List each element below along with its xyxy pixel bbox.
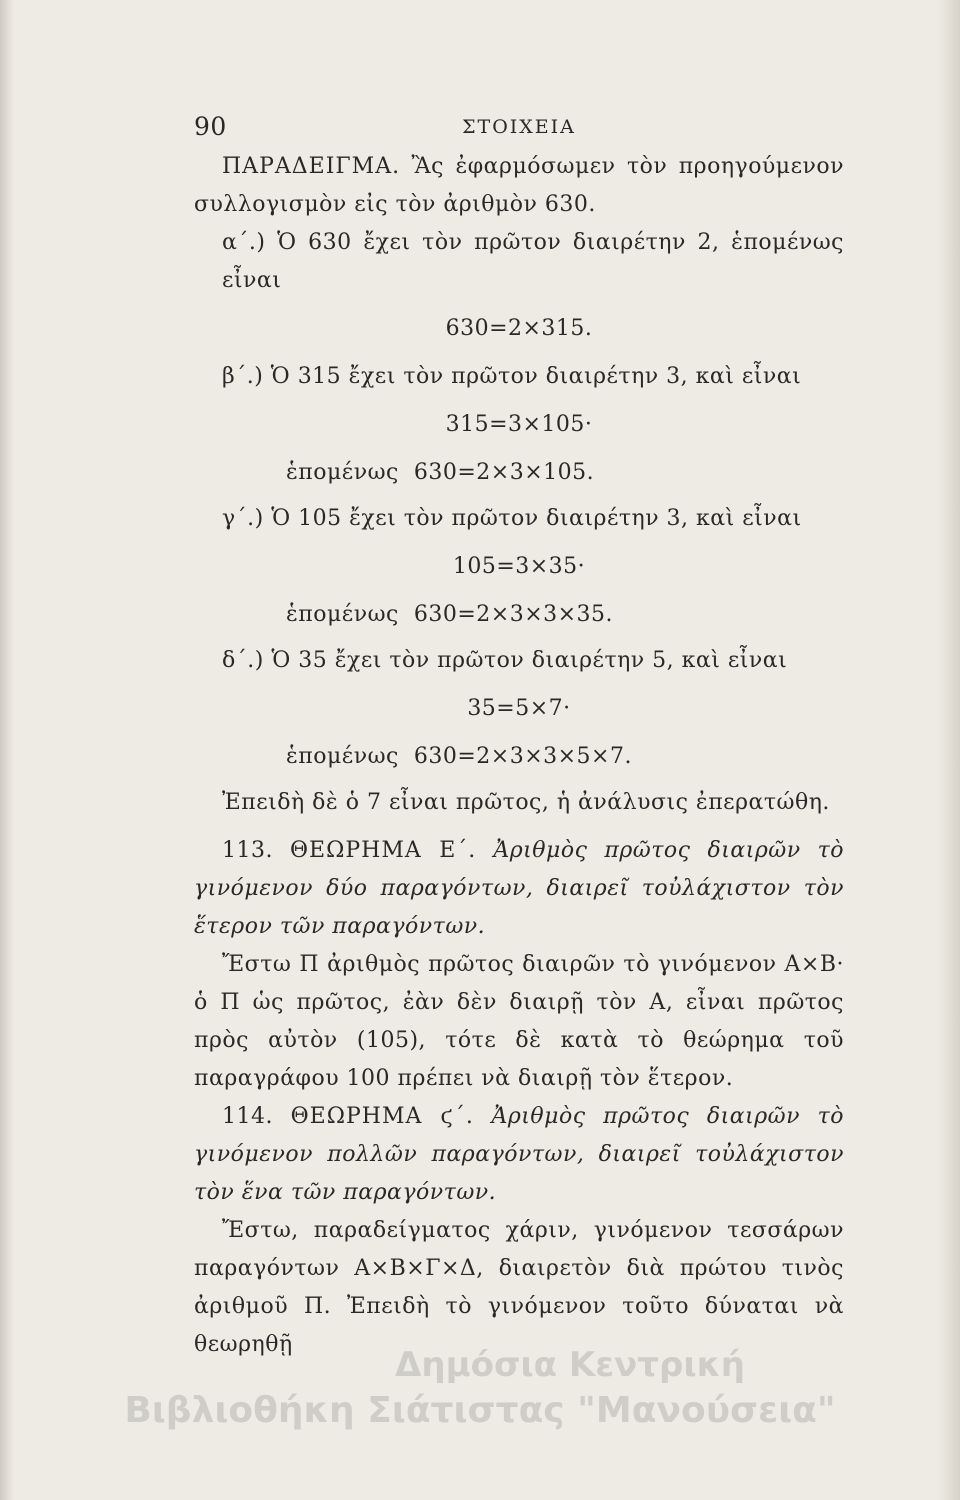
page-number: 90 — [194, 112, 227, 141]
running-head: ΣΤΟΙΧΕΙΑ — [462, 116, 576, 138]
equation-d2-formula: 630=2×3×3×5×7. — [413, 744, 632, 769]
equation-b2 — [194, 454, 844, 492]
page-header — [194, 108, 844, 148]
library-watermark-line2: Βιβλιοθήκη Σιάτιστας "Μανούσεια" — [124, 1390, 836, 1431]
library-watermark-line1: Δημόσια Κεντρική — [395, 1345, 745, 1385]
theorem-113-proof: Ἔστω Π ἀριθμὸς πρῶτος διαιρῶν τὸ γινόμενον Α×Β· ὁ Π ὡς πρῶτος, ἐὰν δὲν διαιρῇ τὸν Α, εἶναι πρῶτος πρὸς αὐτὸν (105), τότε δὲ κατὰ τὸ θεώρημα τοῦ παραγράφου 100 πρέπει νὰ διαιρῇ τὸν ἕτερον. — [194, 952, 844, 1091]
theorem-113-title: ΘΕΩΡΗΜΑ Ε΄. — [290, 838, 477, 863]
page-text-block — [194, 108, 844, 1364]
page-edge-left — [0, 0, 14, 1500]
example-conclusion: Ἐπειδὴ δὲ ὁ 7 εἶναι πρῶτος, ἡ ἀνάλυσις ἐπερατώθη. — [222, 790, 830, 815]
equation-a: 630=2×315. — [445, 316, 593, 341]
equation-c2 — [194, 596, 844, 634]
example-paragraph — [194, 148, 844, 224]
equation-c2-prefix: ἑπομένως — [286, 602, 399, 627]
theorem-113-text: Ἀριθμὸς πρῶτος διαιρῶν τὸ γινόμενον δύο παραγόντων, διαιρεῖ τοὐλάχιστον τὸν ἕτερον τῶν παραγόντων. — [194, 838, 844, 939]
equation-b: 315=3×105· — [445, 412, 593, 437]
theorem-114-statement — [194, 1098, 844, 1212]
theorem-114-title: ΘΕΩΡΗΜΑ ϛ΄. — [290, 1104, 474, 1129]
step-a: α΄.) Ὁ 630 ἔχει τὸν πρῶτον διαιρέτην 2, ἑπομένως εἶναι — [222, 230, 844, 293]
step-d: δ΄.) Ὁ 35 ἔχει τὸν πρῶτον διαιρέτην 5, καὶ εἶναι — [222, 648, 788, 673]
theorem-114-number: 114. — [222, 1104, 273, 1129]
equation-d2 — [194, 738, 844, 776]
page-edge-right — [938, 0, 960, 1500]
spacer — [194, 822, 844, 832]
equation-b2-prefix: ἑπομένως — [286, 460, 399, 485]
theorem-114-text: Ἀριθμὸς πρῶτος διαιρῶν τὸ γινόμενον πολλῶν παραγόντων, διαιρεῖ τοὐλάχιστον τὸν ἕνα τῶν παραγόντων. — [194, 1104, 844, 1205]
equation-c2-formula: 630=2×3×3×35. — [413, 602, 614, 627]
step-c: γ΄.) Ὁ 105 ἔχει τὸν πρῶτον διαιρέτην 3, καὶ εἶναι — [222, 506, 802, 531]
example-label: ΠΑΡΑΔΕΙΓΜΑ. — [222, 154, 401, 179]
step-b: β΄.) Ὁ 315 ἔχει τὸν πρῶτον διαιρέτην 3, καὶ εἶναι — [222, 364, 802, 389]
theorem-113-number: 113. — [222, 838, 273, 863]
equation-b2-formula: 630=2×3×105. — [413, 460, 595, 485]
theorem-113-statement — [194, 832, 844, 946]
example-intro: Ἂς ἐφαρμόσωμεν τὸν προηγούμενον συλλογισμὸν εἰς τὸν ἀριθμὸν 630. — [194, 154, 844, 217]
equation-d: 35=5×7· — [467, 696, 571, 721]
equation-c: 105=3×35· — [452, 554, 586, 579]
theorem-114-proof: Ἔστω, παραδείγματος χάριν, γινόμενον τεσσάρων παραγόντων Α×Β×Γ×Δ, διαιρετὸν διὰ πρώτου τινὸς ἀριθμοῦ Π. Ἐπειδὴ τὸ γινόμενον τοῦτο δύναται νὰ θεωρηθῇ — [194, 1218, 844, 1357]
equation-d2-prefix: ἑπομένως — [286, 744, 399, 769]
